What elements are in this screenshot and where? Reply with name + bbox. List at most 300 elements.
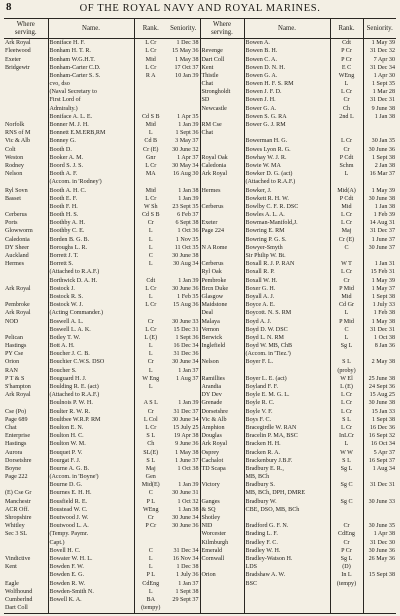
officer-name-cell: Bowie W. MA bbox=[244, 162, 330, 170]
rank-cell: Cr bbox=[134, 358, 167, 366]
seniority-cell: 15 Aug 36 bbox=[167, 301, 200, 309]
rank-cell: L (E) bbox=[134, 334, 167, 342]
seniority-cell: 17 Oct 37 bbox=[167, 64, 200, 72]
where-serving-cell bbox=[200, 236, 244, 244]
officer-name-cell: Bowen G. A. bbox=[244, 72, 330, 80]
officer-name-cell: Bowen J. F. D. bbox=[244, 88, 330, 96]
table-row bbox=[4, 506, 396, 514]
rank-cell bbox=[330, 588, 363, 596]
officer-name-cell: Bourne D. G. bbox=[48, 481, 134, 489]
officer-name-cell: Bowden R. W. bbox=[48, 580, 134, 588]
table-row bbox=[4, 309, 396, 317]
seniority-cell: 16 Oct 34 bbox=[363, 440, 396, 448]
where-serving-cell: Deal bbox=[200, 309, 244, 317]
officer-name-cell: (Accom. in 'Tiez.') bbox=[244, 350, 330, 358]
table-row bbox=[4, 154, 396, 162]
officer-name-cell: Boord S. J. S. bbox=[48, 162, 134, 170]
rank-cell: L Cr bbox=[134, 47, 167, 55]
seniority-cell: 30 Aug 34 bbox=[167, 260, 200, 268]
where-serving-cell: Bridgewtr bbox=[5, 64, 30, 71]
where-serving-cell: Kent bbox=[5, 564, 17, 571]
where-serving-cell: Kilmburgh bbox=[200, 539, 244, 547]
where-serving-cell: Page 689 bbox=[5, 416, 28, 423]
rank-cell: Cr bbox=[330, 277, 363, 285]
officer-name-cell: (Acting Commander.) bbox=[48, 309, 134, 317]
rank-cell: P L bbox=[134, 571, 167, 579]
rank-cell: L bbox=[134, 555, 167, 563]
table-row bbox=[4, 350, 396, 358]
seniority-cell: 31 Dec 34 bbox=[167, 547, 200, 555]
where-serving-cell: RM Cse bbox=[200, 121, 244, 129]
where-serving-cell: Vernon bbox=[200, 326, 244, 334]
officer-name-cell: Boyd A. J. bbox=[244, 318, 330, 326]
table-row bbox=[4, 391, 396, 399]
table-row bbox=[4, 580, 396, 588]
table-row bbox=[4, 227, 396, 235]
seniority-cell: 30 June 36 bbox=[363, 146, 396, 154]
officer-name-cell: Bovell H. C. bbox=[48, 547, 134, 555]
table-row bbox=[4, 252, 396, 260]
where-serving-cell: Rodney bbox=[5, 162, 24, 169]
seniority-cell: 9 June 36 bbox=[167, 440, 200, 448]
rank-cell: Sg C bbox=[330, 498, 363, 506]
seniority-cell: 1 Jan 31 bbox=[363, 260, 396, 268]
rank-cell: Cd S B bbox=[134, 113, 167, 121]
rank-cell: C bbox=[134, 547, 167, 555]
where-serving-cell: Ramillies bbox=[200, 375, 244, 383]
rank-cell: L Cr bbox=[134, 39, 167, 48]
officer-name-cell: Boyce A. E. bbox=[244, 301, 330, 309]
where-serving-cell: Cerberus bbox=[5, 212, 27, 219]
where-serving-cell: Maidstone bbox=[200, 301, 244, 309]
officer-name-cell: Boulnois P. W. H. bbox=[48, 399, 134, 407]
where-serving-cell: TD Scapa bbox=[200, 465, 244, 473]
rank-cell: Sg L bbox=[330, 555, 363, 563]
seniority-cell bbox=[363, 563, 396, 571]
where-serving-cell: Vic & Alb bbox=[200, 416, 244, 424]
officer-name-cell: Bradford G. F. N. bbox=[244, 522, 330, 530]
header-name-right: Name. bbox=[244, 19, 330, 39]
officer-name-cell bbox=[48, 604, 134, 613]
officer-name-cell: MB, BCh bbox=[244, 473, 330, 481]
where-serving-cell bbox=[4, 88, 48, 96]
rank-cell: Cd S B bbox=[134, 211, 167, 219]
officer-name-cell: Bowen J. H. bbox=[244, 96, 330, 104]
rank-cell: Mid(E) bbox=[134, 481, 167, 489]
officer-name-cell: Bowen C. A. bbox=[244, 56, 330, 64]
officer-name-cell: (Attached to R.A.F.) bbox=[48, 268, 134, 276]
where-serving-cell: Brcn Duke bbox=[200, 285, 244, 293]
rank-cell bbox=[134, 539, 167, 547]
table-row bbox=[4, 244, 396, 252]
officer-name-cell: Sir Philip W. Bt. bbox=[244, 252, 330, 260]
officer-name-cell: Bradbury W. bbox=[244, 498, 330, 506]
where-serving-cell: Pembroke bbox=[5, 302, 30, 309]
officer-name-cell: Bracken R. A. bbox=[244, 449, 330, 457]
rank-cell: Cr (E) bbox=[330, 236, 363, 244]
where-serving-cell: Vic & Alb bbox=[5, 138, 31, 145]
officer-name-cell: (Tempy. Paymr. bbox=[48, 530, 134, 538]
rank-cell: W El bbox=[330, 375, 363, 383]
officer-name-cell: Bonham W.G.H.T. bbox=[48, 56, 134, 64]
header-rank-left: Rank. bbox=[134, 19, 167, 39]
rank-cell bbox=[330, 514, 363, 522]
rank-cell: L bbox=[134, 236, 167, 244]
officer-name-cell: (Naval Secretary to bbox=[48, 88, 134, 96]
officer-name-cell: Bowen S. G. RA bbox=[244, 113, 330, 121]
where-serving-cell: Vindictive bbox=[5, 555, 31, 562]
where-serving-cell: & SQ bbox=[200, 506, 244, 514]
officer-name-cell: Bowyer-Smyth bbox=[244, 244, 330, 252]
where-serving-cell: Cachalot bbox=[200, 457, 244, 465]
seniority-cell: 1 Jan 38 bbox=[363, 203, 396, 211]
table-row bbox=[4, 571, 396, 579]
table-row bbox=[4, 489, 396, 497]
seniority-cell bbox=[363, 121, 396, 129]
table-row bbox=[4, 162, 396, 170]
seniority-cell: 1 Jan 38 bbox=[167, 187, 200, 195]
officer-name-cell: Bowell K. A. bbox=[48, 596, 134, 604]
officer-name-cell bbox=[244, 514, 330, 522]
seniority-cell bbox=[167, 88, 200, 96]
seniority-cell: 1 Sept 38 bbox=[167, 588, 200, 596]
table-row bbox=[4, 105, 396, 113]
seniority-cell: 9 June 38 bbox=[363, 105, 396, 113]
rank-cell: Cd B bbox=[134, 137, 167, 145]
table-row bbox=[4, 375, 396, 383]
rank-cell bbox=[134, 268, 167, 276]
where-serving-cell: NOD bbox=[5, 318, 19, 325]
table-row bbox=[4, 514, 396, 522]
where-serving-cell: Osprey bbox=[200, 449, 244, 457]
table-row bbox=[4, 285, 396, 293]
rank-cell: Cr bbox=[330, 539, 363, 547]
where-serving-cell: Manchestr bbox=[5, 498, 31, 505]
seniority-cell bbox=[167, 391, 200, 399]
where-serving-cell: DY Sheer bbox=[5, 244, 29, 251]
officer-name-cell: Boyd L. N. RM bbox=[244, 334, 330, 342]
seniority-cell: 8 Jan 36 bbox=[363, 342, 396, 350]
officer-name-cell: Bowen A. bbox=[244, 39, 330, 48]
table-row bbox=[4, 187, 396, 195]
where-serving-cell: Cse (Po) bbox=[5, 408, 27, 415]
officer-name-cell: Bowerman H. G. bbox=[244, 137, 330, 145]
seniority-cell: 31 Dec 32 bbox=[363, 47, 396, 55]
seniority-cell: 31 Dec 31 bbox=[363, 481, 396, 489]
officer-name-cell: BSC bbox=[244, 580, 330, 588]
rank-cell: W W bbox=[330, 449, 363, 457]
rank-cell: P Cdt bbox=[330, 154, 363, 162]
officer-name-cell: Bouguard H. J. bbox=[48, 375, 134, 383]
officer-name-cell bbox=[244, 588, 330, 596]
officer-name-cell: Bowker, J. bbox=[244, 187, 330, 195]
officer-name-cell: Bowker D. G. (act) bbox=[244, 170, 330, 178]
where-serving-cell bbox=[200, 580, 244, 588]
table-row bbox=[4, 260, 396, 268]
seniority-cell: 1 Sept 35 bbox=[363, 80, 396, 88]
officer-name-cell: Bowles A. L. A. bbox=[244, 211, 330, 219]
where-serving-cell: Sec 3 SL bbox=[5, 531, 28, 538]
seniority-cell: 1 Apr 37 bbox=[167, 154, 200, 162]
officer-name-cell: Bowden E. G. bbox=[48, 571, 134, 579]
rank-cell: CdEng bbox=[330, 530, 363, 538]
seniority-cell: 15 May 36 bbox=[167, 47, 200, 55]
rank-cell: P Cr bbox=[134, 522, 167, 530]
table-row bbox=[4, 236, 396, 244]
seniority-cell: 25 June 38 bbox=[363, 375, 396, 383]
seniority-cell: 1 Oct 38 bbox=[363, 334, 396, 342]
rank-cell: P Mid bbox=[330, 318, 363, 326]
rank-cell: C bbox=[330, 326, 363, 334]
seniority-cell: 7 Apr 30 bbox=[363, 56, 396, 64]
seniority-cell: 1 Nov 35 bbox=[167, 236, 200, 244]
where-serving-cell bbox=[200, 350, 244, 358]
where-serving-cell: Ark Royal bbox=[200, 440, 244, 448]
table-row bbox=[4, 277, 396, 285]
where-serving-cell: Shropshire bbox=[5, 515, 32, 522]
seniority-cell: 30 June 36 bbox=[167, 285, 200, 293]
directory-page bbox=[4, 0, 396, 616]
seniority-cell: 1 Sept 38 bbox=[363, 416, 396, 424]
where-serving-cell bbox=[4, 547, 48, 555]
seniority-cell: 1 Sept 36 bbox=[167, 334, 200, 342]
seniority-cell bbox=[167, 178, 200, 186]
officer-name-cell: Admiralty.) bbox=[48, 105, 134, 113]
officer-name-cell: Booth D. bbox=[48, 146, 134, 154]
table-row bbox=[4, 530, 396, 538]
rank-cell: Cr bbox=[330, 96, 363, 104]
rank-cell bbox=[330, 489, 363, 497]
rank-cell: Cr bbox=[330, 146, 363, 154]
seniority-cell: 31 Dec 30 bbox=[363, 539, 396, 547]
where-serving-cell: Nelson bbox=[5, 171, 23, 178]
officer-name-cell: Boulton E. N. bbox=[48, 424, 134, 432]
where-serving-cell bbox=[4, 326, 48, 334]
where-serving-cell: Arandia bbox=[200, 383, 244, 391]
where-serving-cell: Pelican bbox=[5, 334, 23, 341]
rank-cell: Cr (E) bbox=[134, 146, 167, 154]
seniority-cell: 1 Jan 39 bbox=[167, 399, 200, 407]
seniority-cell: 16 Mar 37 bbox=[363, 170, 396, 178]
officer-name-cell: Boniface H. F. bbox=[48, 39, 134, 48]
seniority-cell: 23 Sept 35 bbox=[167, 203, 200, 211]
rank-cell: L Cr bbox=[330, 211, 363, 219]
officer-name-cell: Bostock J. bbox=[48, 285, 134, 293]
rank-cell: L Cr bbox=[330, 219, 363, 227]
rank-cell: Cdt bbox=[134, 277, 167, 285]
officer-name-cell bbox=[244, 596, 330, 604]
officer-name-cell: Bourgat F. J. bbox=[48, 457, 134, 465]
seniority-cell: 16 Aug 30 bbox=[167, 170, 200, 178]
seniority-cell: 31 Dec 31 bbox=[363, 96, 396, 104]
rank-cell: L bbox=[134, 293, 167, 301]
where-serving-cell: Whitley bbox=[5, 523, 25, 530]
officer-name-cell: Botley T. W. bbox=[48, 334, 134, 342]
seniority-cell: 1 Feb 39 bbox=[363, 211, 396, 219]
seniority-cell bbox=[167, 80, 200, 88]
where-serving-cell: Glowworm bbox=[5, 228, 33, 235]
rank-cell: WEng bbox=[330, 72, 363, 80]
table-row bbox=[4, 64, 396, 72]
table-row bbox=[4, 96, 396, 104]
officer-name-cell: Boulding R. E. (act) bbox=[48, 383, 134, 391]
seniority-cell: 11 Oct 35 bbox=[167, 244, 200, 252]
seniority-cell: 1 Jan 37 bbox=[167, 367, 200, 375]
officer-name-cell: Boniface A. L. E. bbox=[48, 113, 134, 121]
where-serving-cell: RAN bbox=[5, 367, 18, 374]
where-serving-cell bbox=[4, 268, 48, 276]
header-seniority-left: Seniority. bbox=[167, 19, 200, 39]
officer-name-cell: Brading L. F. bbox=[244, 530, 330, 538]
officer-name-cell: Boxer G. H. bbox=[244, 285, 330, 293]
officer-name-cell: Bradley W. H. bbox=[244, 547, 330, 555]
where-serving-cell bbox=[200, 367, 244, 375]
officer-name-cell: (Attached to R.A.F.) bbox=[48, 391, 134, 399]
rank-cell: L Cr bbox=[134, 162, 167, 170]
officer-name-cell bbox=[244, 129, 330, 137]
seniority-cell: 1 June 37 bbox=[167, 457, 200, 465]
rank-cell: Cr bbox=[134, 514, 167, 522]
where-serving-cell: Basset bbox=[5, 195, 21, 202]
table-row bbox=[4, 203, 396, 211]
where-serving-cell: Caledonia bbox=[200, 162, 244, 170]
where-serving-cell: Dorsetshre bbox=[200, 408, 244, 416]
where-serving-cell: (E) Cse Gr bbox=[5, 490, 32, 497]
officer-name-cell bbox=[244, 367, 330, 375]
rank-cell: L (E) bbox=[330, 383, 363, 391]
rank-cell: L Cr bbox=[330, 137, 363, 145]
officer-name-cell: Capt.) bbox=[48, 539, 134, 547]
seniority-cell: 30 Jan 35 bbox=[363, 137, 396, 145]
table-row bbox=[4, 522, 396, 530]
rank-cell: W Eng bbox=[134, 375, 167, 383]
officer-name-cell: Boultbee W.R.P. RM bbox=[48, 416, 134, 424]
seniority-cell: 1 May 38 bbox=[363, 318, 396, 326]
header-where-serving-right: Where serving. bbox=[200, 19, 244, 39]
rank-cell: Cd Gr bbox=[330, 301, 363, 309]
rank-cell: Sg L bbox=[330, 465, 363, 473]
rank-cell: L Col bbox=[134, 416, 167, 424]
seniority-cell: 1 Oct 38 bbox=[167, 465, 200, 473]
seniority-cell: 1 Mar 28 bbox=[363, 88, 396, 96]
officer-name-cell: Boyle R. C. bbox=[244, 399, 330, 407]
officer-name-cell: Bowring P. G. S. bbox=[244, 236, 330, 244]
table-row bbox=[4, 465, 396, 473]
seniority-cell: 1 Dec 38 bbox=[167, 39, 200, 48]
officer-name-cell: Bowen B. H. bbox=[244, 47, 330, 55]
rank-cell: L Cr bbox=[134, 424, 167, 432]
table-row bbox=[4, 170, 396, 178]
officer-name-cell: Bonham H. T. R. bbox=[48, 47, 134, 55]
where-serving-cell bbox=[200, 137, 244, 145]
officer-name-cell: Booth F. H. bbox=[48, 203, 134, 211]
officer-name-cell: (Attached to R.A.F.) bbox=[244, 178, 330, 186]
rank-cell: Cr bbox=[134, 219, 167, 227]
seniority-cell: 1 July 36 bbox=[167, 571, 200, 579]
seniority-cell: 14 Aug 31 bbox=[363, 219, 396, 227]
officer-name-cell: Booker A. M. bbox=[48, 154, 134, 162]
officer-name-cell: Bowkett R. H. W. bbox=[244, 195, 330, 203]
seniority-cell: 1 Sept 38 bbox=[363, 154, 396, 162]
rank-cell: (tempy) bbox=[330, 580, 363, 588]
rank-cell: S L bbox=[330, 358, 363, 366]
table-row bbox=[4, 498, 396, 506]
rank-cell: L bbox=[330, 309, 363, 317]
rank-cell: Sg L bbox=[330, 342, 363, 350]
seniority-cell: 1 Jan 38 bbox=[167, 506, 200, 514]
officer-name-cell: Boxall R. J. P. RAN bbox=[244, 260, 330, 268]
rank-cell: C bbox=[134, 489, 167, 497]
table-row bbox=[4, 596, 396, 604]
seniority-cell: 1 Dec 38 bbox=[167, 563, 200, 571]
seniority-cell bbox=[363, 473, 396, 481]
rank-cell: L bbox=[134, 367, 167, 375]
rank-cell: L Cr bbox=[330, 424, 363, 432]
officer-name-cell: (Accom. in 'Rodney') bbox=[48, 178, 134, 186]
where-serving-cell: S'hampton bbox=[5, 384, 31, 391]
where-serving-cell: Dart Coll bbox=[200, 56, 244, 64]
rank-cell: L bbox=[330, 170, 363, 178]
officer-name-cell: Borrett S. bbox=[48, 260, 134, 268]
officer-name-cell: Boulton H. C. bbox=[48, 432, 134, 440]
officer-name-cell: Boutwood L. A. bbox=[48, 522, 134, 530]
officer-name-cell: Bradshaw A. W. bbox=[244, 571, 330, 579]
seniority-cell bbox=[363, 350, 396, 358]
rank-cell: Mid bbox=[134, 121, 167, 129]
where-serving-cell: Grenade bbox=[200, 399, 244, 407]
where-serving-cell: Kent bbox=[200, 64, 244, 72]
seniority-cell: 1 Apr 35 bbox=[167, 113, 200, 121]
rank-cell: L Cr bbox=[134, 301, 167, 309]
table-row bbox=[4, 293, 396, 301]
table-row bbox=[4, 440, 396, 448]
where-serving-cell: Berwick bbox=[200, 334, 244, 342]
seniority-cell bbox=[363, 588, 396, 596]
where-serving-cell bbox=[4, 539, 48, 547]
rank-cell bbox=[330, 596, 363, 604]
where-serving-cell: Chat bbox=[5, 424, 17, 431]
rank-cell: L bbox=[330, 440, 363, 448]
rank-cell: L bbox=[330, 334, 363, 342]
where-serving-cell: Cerberus bbox=[200, 203, 244, 211]
rank-cell bbox=[134, 88, 167, 96]
where-serving-cell bbox=[4, 571, 48, 579]
where-serving-cell bbox=[200, 146, 244, 154]
officer-name-cell: Bouquet P. V. bbox=[48, 449, 134, 457]
where-serving-cell: Newcastle bbox=[200, 105, 244, 113]
rank-cell: Gnr bbox=[134, 154, 167, 162]
officer-name-cell: Boyer F. L. bbox=[244, 358, 330, 366]
where-serving-cell: Ark Royal bbox=[5, 392, 31, 399]
seniority-cell: 1 Apr 38 bbox=[363, 530, 396, 538]
seniority-cell bbox=[363, 514, 396, 522]
officer-name-cell: Bowhay W. J. R. bbox=[244, 154, 330, 162]
where-serving-cell: Revenge bbox=[200, 47, 244, 55]
where-serving-cell: Cumberlnd bbox=[5, 596, 33, 603]
officer-name-cell: Bracegirdle W. RAN bbox=[244, 424, 330, 432]
seniority-cell: 1 Aug 34 bbox=[363, 465, 396, 473]
table-row bbox=[4, 342, 396, 350]
rank-cell: R A bbox=[134, 72, 167, 80]
where-serving-cell bbox=[200, 211, 244, 219]
seniority-cell bbox=[363, 506, 396, 514]
seniority-cell bbox=[167, 530, 200, 538]
seniority-cell: 30 June 35 bbox=[363, 522, 396, 530]
officer-name-cell: MB, BCh, DPH, DMRE bbox=[244, 489, 330, 497]
seniority-cell: 30 June 32 bbox=[167, 146, 200, 154]
officer-name-cell: Boyall A. J. bbox=[244, 293, 330, 301]
rank-cell bbox=[134, 530, 167, 538]
